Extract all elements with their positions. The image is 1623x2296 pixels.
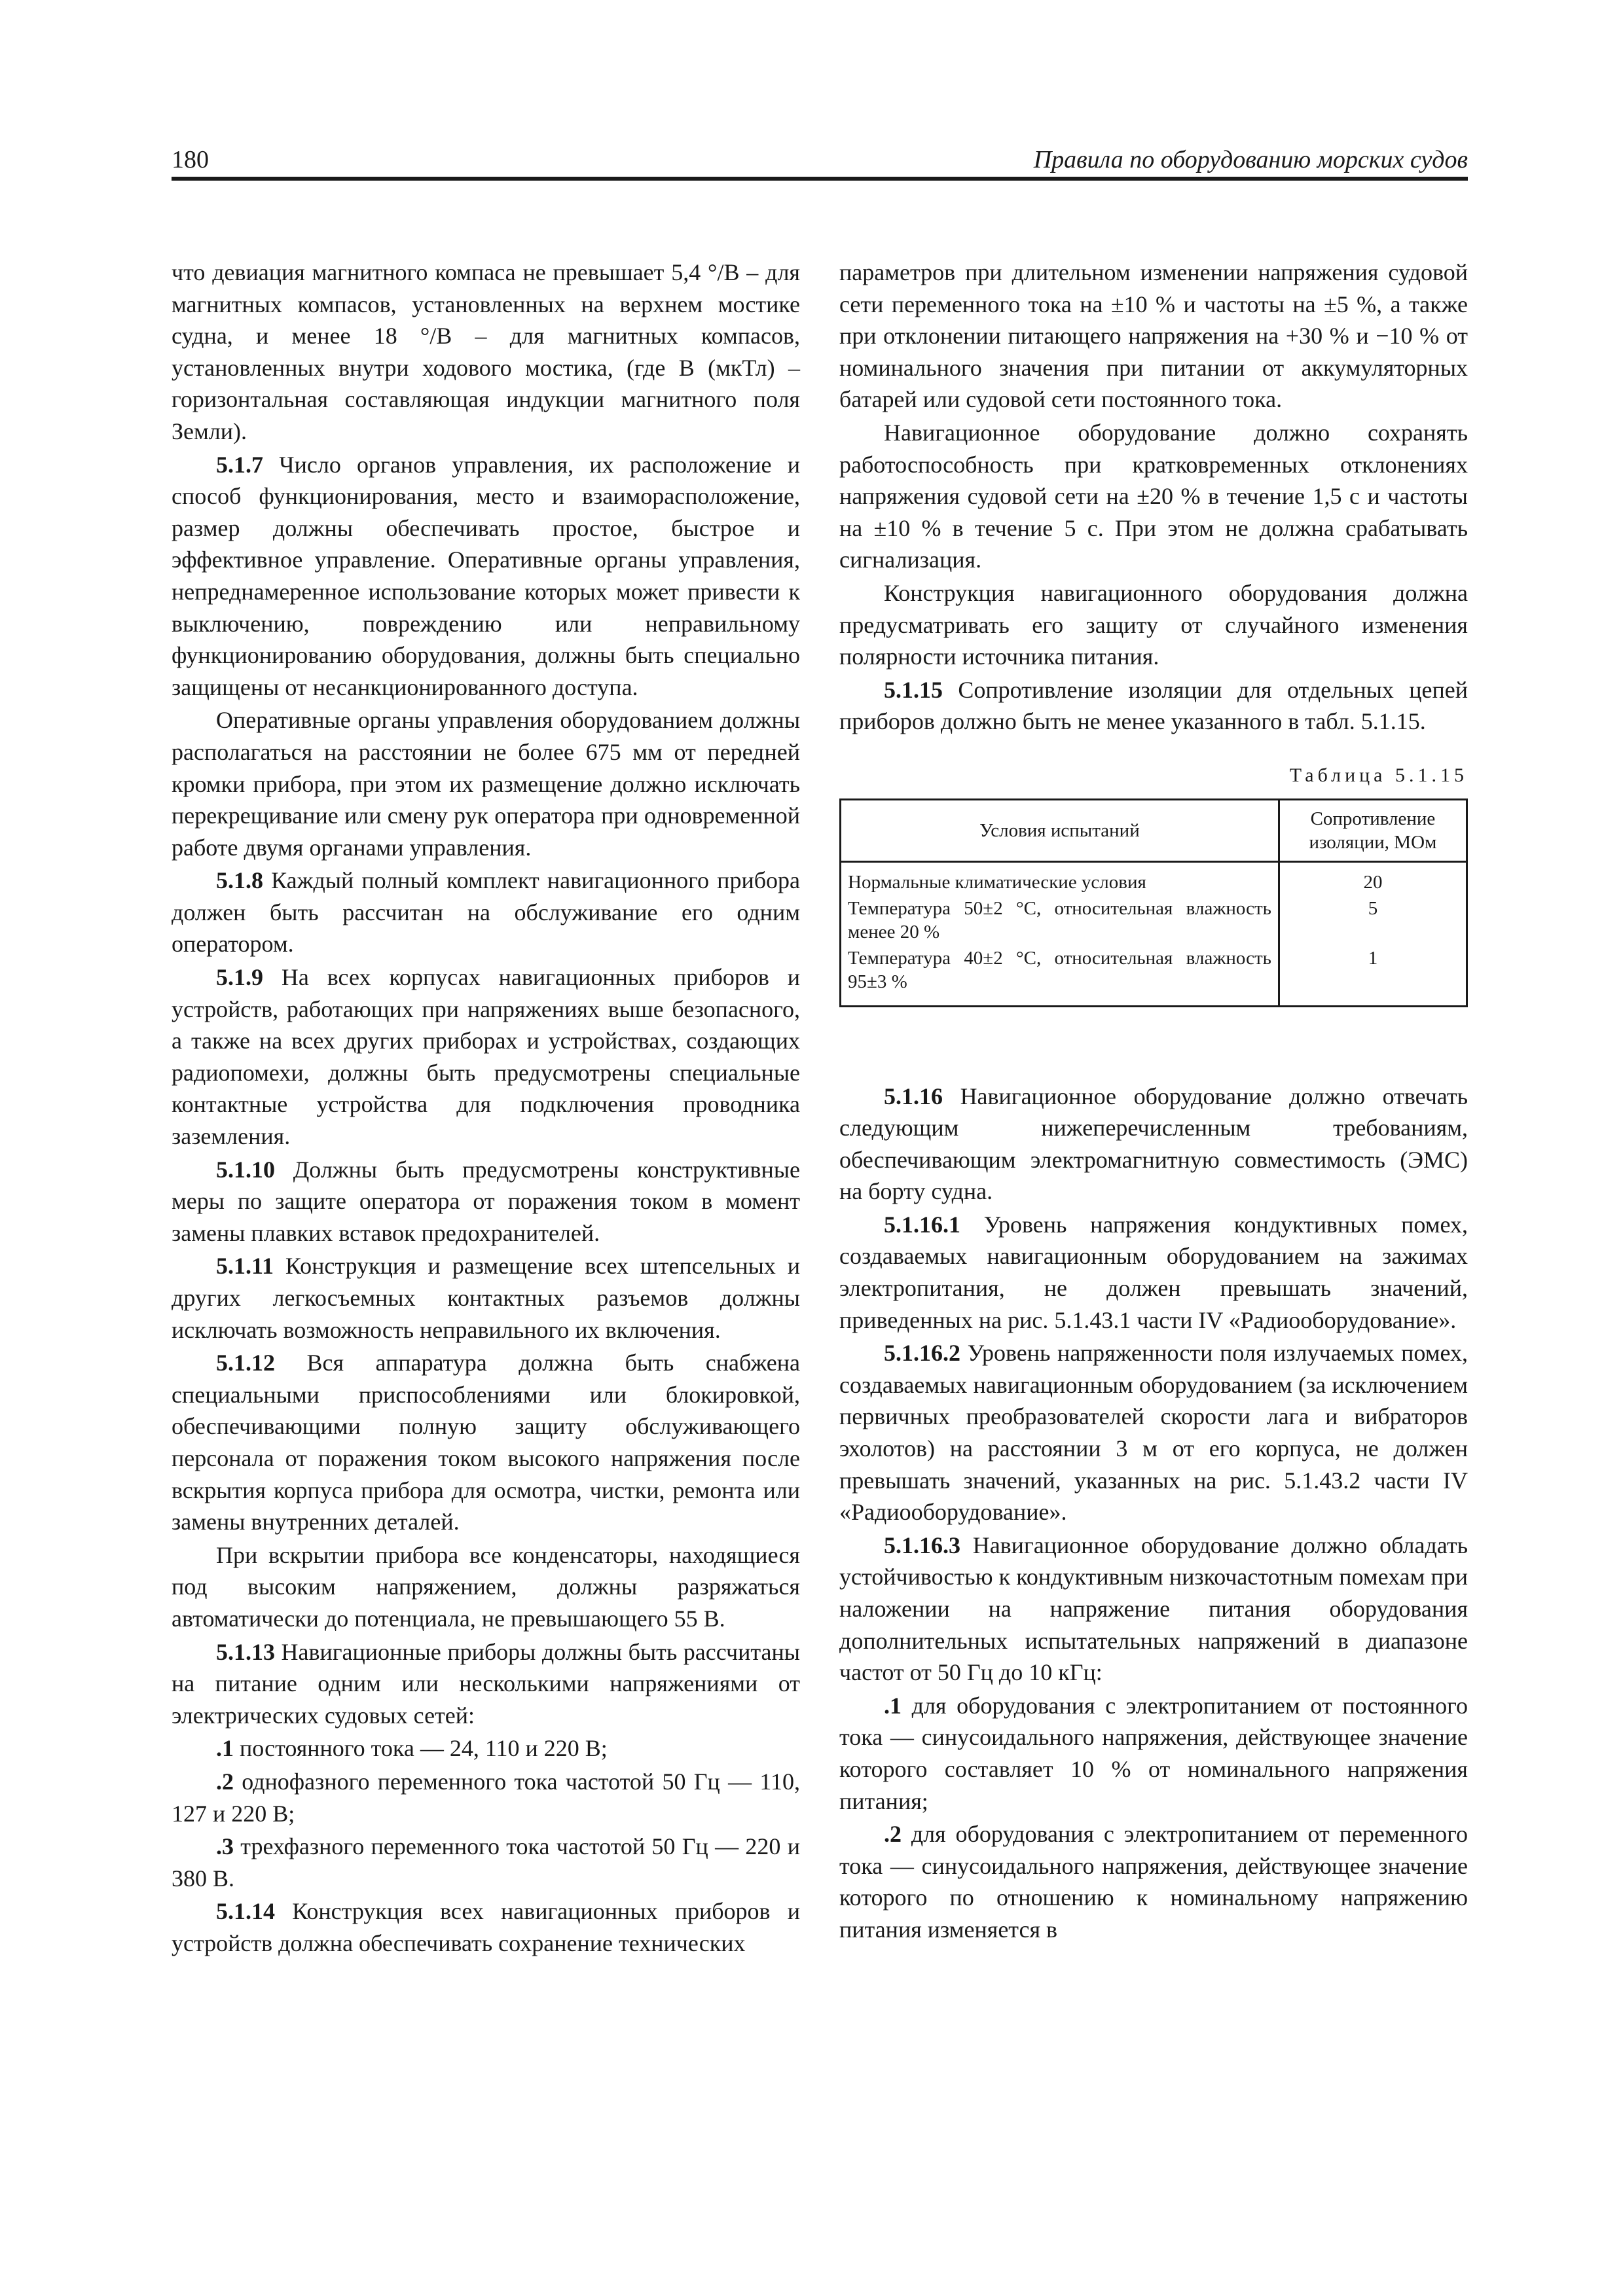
right-column [839, 257, 1468, 1947]
page-number: 180 [172, 146, 209, 173]
section-text: Навигационное оборудование должно отвечать следующим нижеперечисленным требованиям, обеспечивающим электромагнитную совместимость (ЭМС) на борту судна. [839, 1083, 1468, 1205]
section-5-1-12 [172, 1347, 800, 1538]
item-text: постоянного тока — 24, 110 и 220 В; [234, 1735, 608, 1762]
table-cell-value: 5 [1279, 895, 1467, 945]
paragraph: Конструкция навигационного оборудования должна предусматривать его защиту от случайного изменения полярности источника питания. [839, 579, 1468, 670]
table-cell-condition: Нормальные климатические условия [848, 871, 1146, 893]
section-5-1-11 [172, 1250, 800, 1346]
paragraph: параметров при длительном изменении напряжения судовой сети переменного тока на ±10 % и частоты на ±5 %, а также при отклонении питающего напряжения на +30 % и −10 % от номинального значения при питании от аккумуляторных батарей или судовой сети постоянного тока. [839, 259, 1468, 413]
table-caption: Таблица 5.1.15 [1289, 764, 1468, 786]
item-number: .1 [216, 1735, 234, 1762]
list-item [172, 1831, 800, 1894]
item-text: для оборудования с электропитанием от постоянного тока — синусоидального напряжения, действующее значение которого составляет 10 % от номинального напряжения питания; [839, 1692, 1468, 1814]
section-number: 5.1.9 [216, 964, 263, 991]
section-text: Навигационные приборы должны быть рассчитаны на питание одним или несколькими напряжениями от электрических судовых сетей: [172, 1638, 800, 1729]
section-5-1-13 [172, 1636, 800, 1732]
section-text: Каждый полный комплект навигационного прибора должен быть рассчитан на обслуживание его одним оператором. [172, 867, 800, 958]
list-item [839, 1690, 1468, 1817]
item-number: .3 [216, 1833, 234, 1860]
section-text: Уровень напряжения кондуктивных помех, создаваемых навигационным оборудованием на зажимах электропитания, не должен превышать значений, приведенных на рис. 5.1.43.1 части IV «Радиооборудование». [839, 1211, 1468, 1333]
table-header-conditions: Условия испытаний [841, 799, 1279, 861]
section-number: 5.1.16 [884, 1083, 943, 1109]
section-text: Навигационное оборудование должно обладать устойчивостью к кондуктивным низкочастотным помехам при наложении на напряжение питания оборудования дополнительных испытательных напряжений в диапазоне частот от 50 Гц до 10 кГц: [839, 1532, 1468, 1686]
header-rule [172, 177, 1468, 181]
item-number: .1 [884, 1692, 902, 1719]
item-number: .2 [216, 1768, 234, 1795]
section-number: 5.1.8 [216, 867, 263, 894]
section-5-1-16 [839, 1081, 1468, 1208]
section-number: 5.1.16.1 [884, 1211, 960, 1238]
section-number: 5.1.10 [216, 1156, 275, 1183]
item-text: для оборудования с электропитанием от переменного тока — синусоидального напряжения, действующее значение которого по отношению к номинальному напряжению питания изменяется в [839, 1821, 1468, 1943]
insulation-table [839, 798, 1468, 1007]
section-number: 5.1.11 [216, 1253, 274, 1280]
section-number: 5.1.15 [884, 676, 943, 703]
paragraph: Навигационное оборудование должно сохранять работоспособность при кратковременных отклонениях напряжения судовой сети на ±20 % в течение 1,5 с и частоты на ±10 % в течение 5 с. При этом не должна срабатывать сигнализация. [839, 419, 1468, 573]
section-text: Конструкция и размещение всех штепсельных и других легкосъемных контактных разъемов должны исключать возможность неправильного их включения. [172, 1253, 800, 1343]
list-item [172, 1766, 800, 1829]
page-header [172, 145, 1468, 179]
table-cell-value: 20 [1279, 861, 1467, 895]
item-text: трехфазного переменного тока частотой 50 Гц — 220 и 380 В. [172, 1833, 800, 1892]
section-5-1-8 [172, 865, 800, 960]
section-5-1-16-1 [839, 1209, 1468, 1336]
spacer [839, 1007, 1468, 1081]
section-5-1-9 [172, 961, 800, 1153]
table-cell-condition: Температура 40±2 °C, относительная влажность 95±3 % [848, 947, 1271, 992]
section-5-1-15 [839, 674, 1468, 738]
section-number: 5.1.16.2 [884, 1340, 960, 1367]
table-row [841, 861, 1467, 895]
section-5-1-16-2 [839, 1337, 1468, 1528]
section-text: Уровень напряженности поля излучаемых помех, создаваемых навигационным оборудованием (за исключением первичных преобразователей скорости лага и вибраторов эхолотов) на расстоянии 3 м от его корпуса, не должен превышать значений, указанных на рис. 5.1.43.2 части IV «Радиооборудование». [839, 1340, 1468, 1526]
table-cell-value: 1 [1279, 945, 1467, 1007]
section-text: На всех корпусах навигационных приборов и устройств, работающих при напряжениях выше безопасного, а также на всех других приборах и устройствах, создающих радиопомехи, должны быть предусмотрены специальные контактные устройства для подключения проводника заземления. [172, 964, 800, 1150]
section-text: Сопротивление изоляции для отдельных цепей приборов должно быть не менее указанного в табл. 5.1.15. [839, 676, 1468, 735]
table-row [841, 895, 1467, 945]
section-number: 5.1.13 [216, 1638, 275, 1665]
section-text: Должны быть предусмотрены конструктивные меры по защите оператора от поражения током в момент замены плавких вставок предохранителей. [172, 1156, 800, 1246]
table-header-resistance: Сопротивление изоляции, МОм [1279, 799, 1467, 861]
section-number: 5.1.14 [216, 1898, 275, 1925]
paragraph: что девиация магнитного компаса не превышает 5,4 °/В – для магнитных компасов, установленных на верхнем мостике судна, и менее 18 °/В – для магнитных компасов, установленных внутри ходового мостика, (где В (мкТл) – горизонтальная составляющая индукции магнитного поля Земли). [172, 259, 800, 444]
section-5-1-14 [172, 1895, 800, 1959]
section-text: Число органов управления, их расположение и способ функционирования, место и взаиморасположение, размер должны обеспечивать простое, быстрое и эффективное управление. Оперативные органы управления, непреднамеренное использование которых может привести к выключению, повреждению или неправильному функционированию оборудования, должны быть специально защищены от несанкционированного доступа. [172, 451, 800, 700]
section-text: Конструкция всех навигационных приборов и устройств должна обеспечивать сохранение технических [172, 1898, 800, 1956]
section-5-1-7 [172, 449, 800, 704]
section-number: 5.1.16.3 [884, 1532, 960, 1558]
paragraph: Оперативные органы управления оборудованием должны располагаться на расстоянии не более 675 мм от передней кромки прибора, при этом их размещение должно исключать перекрещивание или смену рук оператора при одновременной работе двумя органами управления. [172, 707, 800, 861]
table-row [841, 945, 1467, 1007]
item-number: .2 [884, 1821, 902, 1848]
section-5-1-10 [172, 1154, 800, 1249]
left-column [172, 257, 800, 1960]
section-number: 5.1.7 [216, 451, 263, 478]
section-text: Вся аппаратура должна быть снабжена специальными приспособлениями или блокировкой, обеспечивающими полную защиту обслуживающего персонала от поражения током высокого напряжения после вскрытия корпуса прибора для осмотра, чистки, ремонта или замены внутренних деталей. [172, 1350, 800, 1535]
table-header-row [841, 799, 1467, 861]
paragraph: При вскрытии прибора все конденсаторы, находящиеся под высоким напряжением, должны разряжаться автоматически до потенциала, не превышающего 55 В. [172, 1541, 800, 1632]
list-item [839, 1818, 1468, 1945]
section-number: 5.1.12 [216, 1350, 275, 1376]
table-cell-condition: Температура 50±2 °C, относительная влажность менее 20 % [848, 897, 1271, 942]
item-text: однофазного переменного тока частотой 50 Гц — 110, 127 и 220 В; [172, 1768, 800, 1827]
running-title: Правила по оборудованию морских судов [1033, 146, 1468, 173]
list-item [172, 1732, 800, 1765]
section-5-1-16-3 [839, 1530, 1468, 1689]
